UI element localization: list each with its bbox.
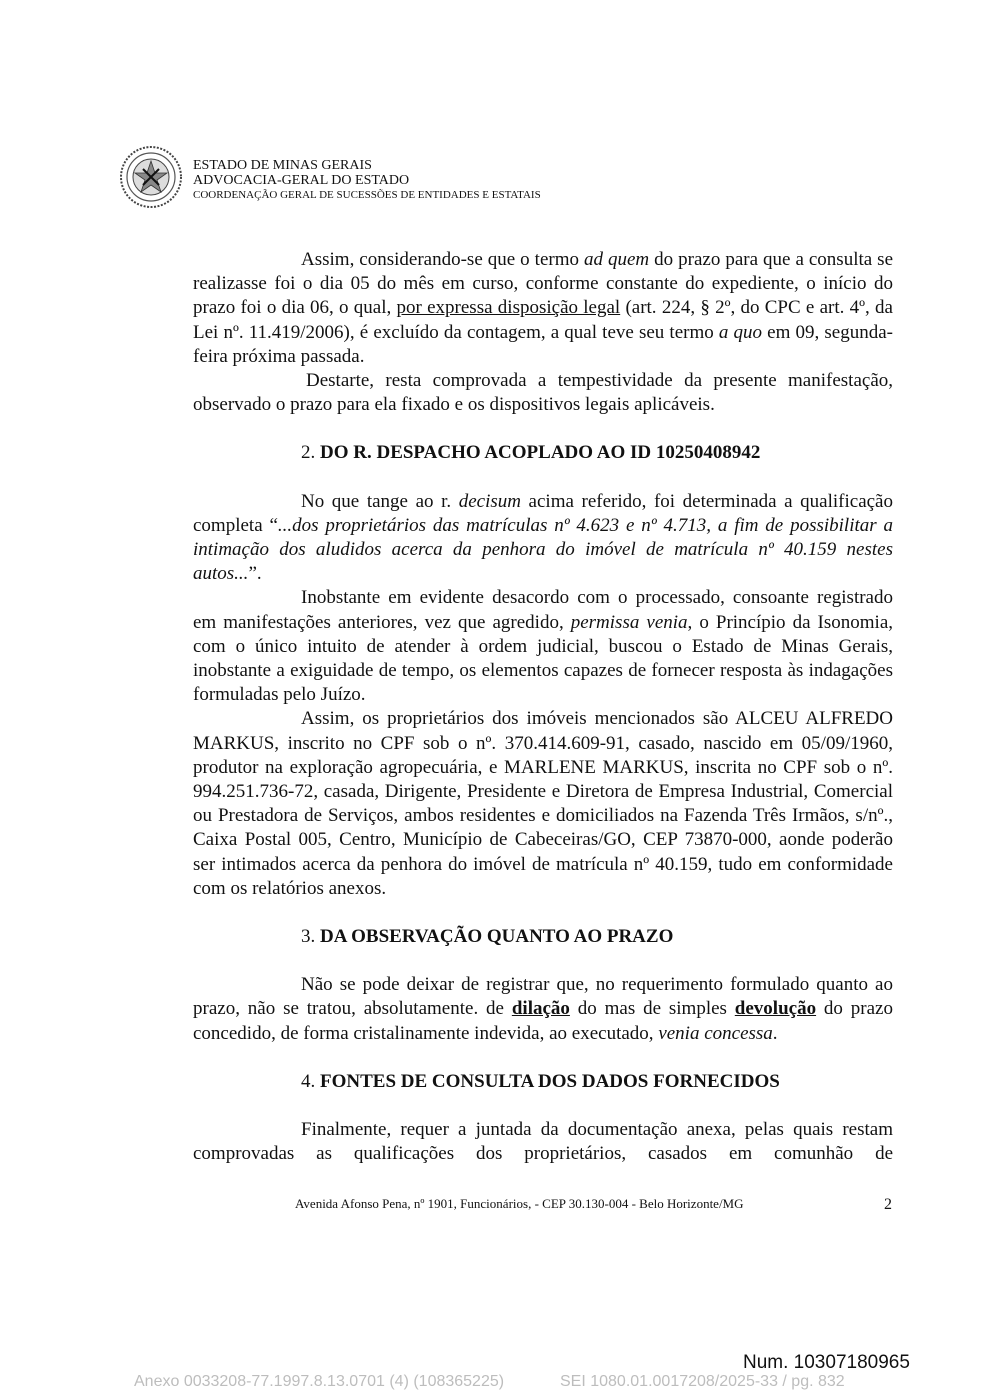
section-heading-3: 3. DA OBSERVAÇÃO QUANTO AO PRAZO [301,926,674,948]
document-number-stamp: Num. 10307180965 [743,1352,910,1373]
paragraph-proprietarios: Assim, os proprietários dos imóveis mencionados são ALCEU ALFREDO MARKUS, inscrito no CPF sob o nº. 370.414.609-91, casado, nascido em 05/09/1960, produtor na exploração agropecuária, e MARLENE MARKUS, inscrita no CPF sob o nº. 994.251.736-72, casada, Dirigente, Presidente e Diretora de Empresa Industrial, Comercial ou Prestadora de Serviços, ambos residentes e domiciliados na Fazenda Três Irmãos, s/nº., Caixa Postal 005, Centro, Município de Cabeceiras/GO, CEP 73870-000, aonde poderão ser intimados acerca da penhora do imóvel de matrícula nº 40.159, tudo em conformidade com os relatórios anexos. [193,708,893,899]
annex-watermark: Anexo 0033208-77.1997.8.13.0701 (4) (108365225) [134,1373,505,1390]
paragraph-inobstante: Inobstante em evidente desacordo com o processado, consoante registrado em manifestações anteriores, vez que agredido, permissa venia, o Princípio da Isonomia, com o único intuito de atender à ordem judicial, buscou o Estado de Minas Gerais, inobstante a exiguidade de tempo, os elementos capazes de fornecer resposta às indagações formuladas pelo Juízo. [193,587,894,706]
page-number: 2 [884,1196,892,1213]
paragraph-term: Assim, considerando-se que o termo ad quem do prazo para que a consulta se realizasse foi o dia 05 do mês em curso, conforme constante do expediente, o início do prazo foi o dia 06, o qual, por expressa disposição legal (art. 224, § 2º, do CPC e art. 4º, da Lei nº. 11.419/2006), é excluído da contagem, a qual teve seu termo a quo em 09, segunda-feira próxima passada. [193,249,894,367]
paragraph-decisum: No que tange ao r. decisum acima referido, foi determinada a qualificação completa “...dos proprietários das matrículas nº 4.623 e nº 4.713, a fim de possibilitar a intimação dos aludidos acerca da penhora do imóvel de matrícula nº 40.159 nestes autos...”. [193,490,893,585]
section-heading-2: 2. DO R. DESPACHO ACOPLADO AO ID 10250408942 [301,442,761,464]
document-body [193,248,893,1167]
paragraph-tempestividade: Destarte, resta comprovada a tempestividade da presente manifestação, observado o prazo para ela fixado e os dispositivos legais aplicáveis. [193,370,893,416]
sei-watermark: SEI 1080.01.0017208/2025-33 / pg. 832 [560,1373,845,1390]
letterhead [193,158,541,203]
letterhead-state: ESTADO DE MINAS GERAIS [193,158,372,173]
section-heading-4: 4. FONTES DE CONSULTA DOS DADOS FORNECIDOS [301,1070,780,1092]
letterhead-agency: ADVOCACIA-GERAL DO ESTADO [193,173,410,188]
paragraph-prazo: Não se pode deixar de registrar que, no requerimento formulado quanto ao prazo, não se tratou, absolutamente. de dilação do mas de simples devolução do prazo concedido, de forma cristalinamente indevida, ao executado, venia concessa. [193,974,893,1044]
paragraph-finalmente: Finalmente, requer a juntada da documentação anexa, pelas quais restam comprovadas as qualificações dos proprietários, casados em comunhão de [193,1119,893,1165]
footer-address: Avenida Afonso Pena, nº 1901, Funcionários, - CEP 30.130-004 - Belo Horizonte/MG [295,1196,744,1211]
state-coat-of-arms-seal [119,145,183,209]
letterhead-department: COORDENAÇÃO GERAL DE SUCESSÕES DE ENTIDADES E ESTATAIS [193,189,541,201]
